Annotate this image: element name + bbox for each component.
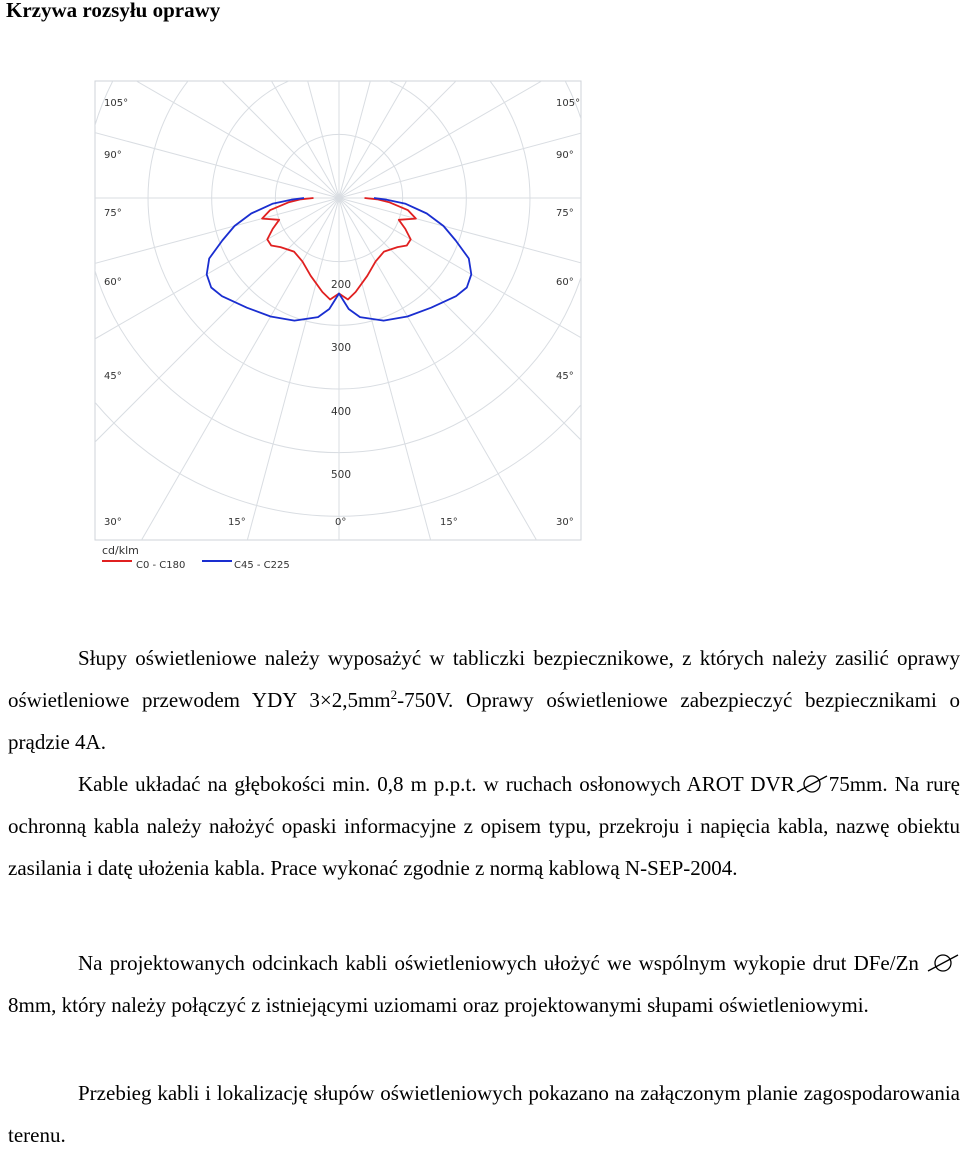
bottom-label-right-15: 15° <box>440 517 458 528</box>
angle-label-right-90: 90° <box>556 150 574 161</box>
p3-text-b: 8mm, który należy połączyć z istniejącymi uziomami oraz projektowanymi słupami oświetleniowymi. <box>8 993 869 1017</box>
p1-text-a: Słupy oświetleniowe należy wyposażyć w tabliczki bezpiecznikowe, z których należy zasilić oprawy oświetleniowe przewodem YDY 3 <box>8 646 960 712</box>
legend-unit: cd/klm <box>102 544 139 557</box>
paragraph-grounding <box>8 942 960 1026</box>
bottom-label-0: 0° <box>335 517 347 528</box>
angle-label-right-75: 75° <box>556 208 574 219</box>
p1-text-c: -750V. Oprawy oświetleniowe zabezpieczyć bezpiecznikami o prądzie 4A. <box>8 688 960 754</box>
polar-chart <box>94 78 584 578</box>
radial-label-200: 200 <box>331 279 352 291</box>
diameter-icon <box>795 775 829 793</box>
p1-times: × <box>319 688 332 712</box>
p1-text-b: 2,5mm <box>331 688 391 712</box>
angle-label-left-75: 75° <box>104 208 122 219</box>
paragraph-supply <box>8 637 960 763</box>
bottom-label-left-15: 15° <box>228 517 246 528</box>
radial-label-500: 500 <box>331 469 352 481</box>
angle-label-left-60: 60° <box>104 277 122 288</box>
angle-label-left-90: 90° <box>104 150 122 161</box>
angle-label-left-45: 45° <box>104 371 122 382</box>
p1-sup: 2 <box>390 687 398 702</box>
radial-label-300: 300 <box>331 342 352 354</box>
angle-label-right-30: 30° <box>556 517 574 528</box>
angle-label-right-60: 60° <box>556 277 574 288</box>
polar-chart-svg <box>94 78 584 578</box>
angle-label-left-30: 30° <box>104 517 122 528</box>
paragraph-plan <box>8 1072 960 1156</box>
p2-text-b: 75mm. Na rurę ochronną kabla należy nałożyć opaski informacyjne z opisem typu, przekroju i napięcia kabla, nazwę obiektu zasilania i datę ułożenia kabla. Prace wykonać zgodnie z normą kablową N-SEP-2004. <box>8 772 960 880</box>
diameter-icon <box>926 954 960 972</box>
page-heading: Krzywa rozsyłu oprawy <box>6 0 221 22</box>
radial-label-400: 400 <box>331 406 352 418</box>
p3-text-a: Na projektowanych odcinkach kabli oświetleniowych ułożyć we wspólnym wykopie drut DFe/Zn <box>78 951 919 975</box>
p4-text: Przebieg kabli i lokalizację słupów oświetleniowych pokazano na załączonym planie zagospodarowania terenu. <box>8 1081 960 1147</box>
paragraph-cables <box>8 763 960 889</box>
angle-label-left-105: 105° <box>104 98 129 109</box>
p2-text-a: Kable układać na głębokości min. 0,8 m p.p.t. w ruchach osłonowych AROT DVR <box>78 772 795 796</box>
legend-label-c0-c180: C0 - C180 <box>136 560 186 571</box>
angle-label-right-45: 45° <box>556 371 574 382</box>
legend-label-c45-c225: C45 - C225 <box>234 560 290 571</box>
angle-label-right-105: 105° <box>556 98 581 109</box>
